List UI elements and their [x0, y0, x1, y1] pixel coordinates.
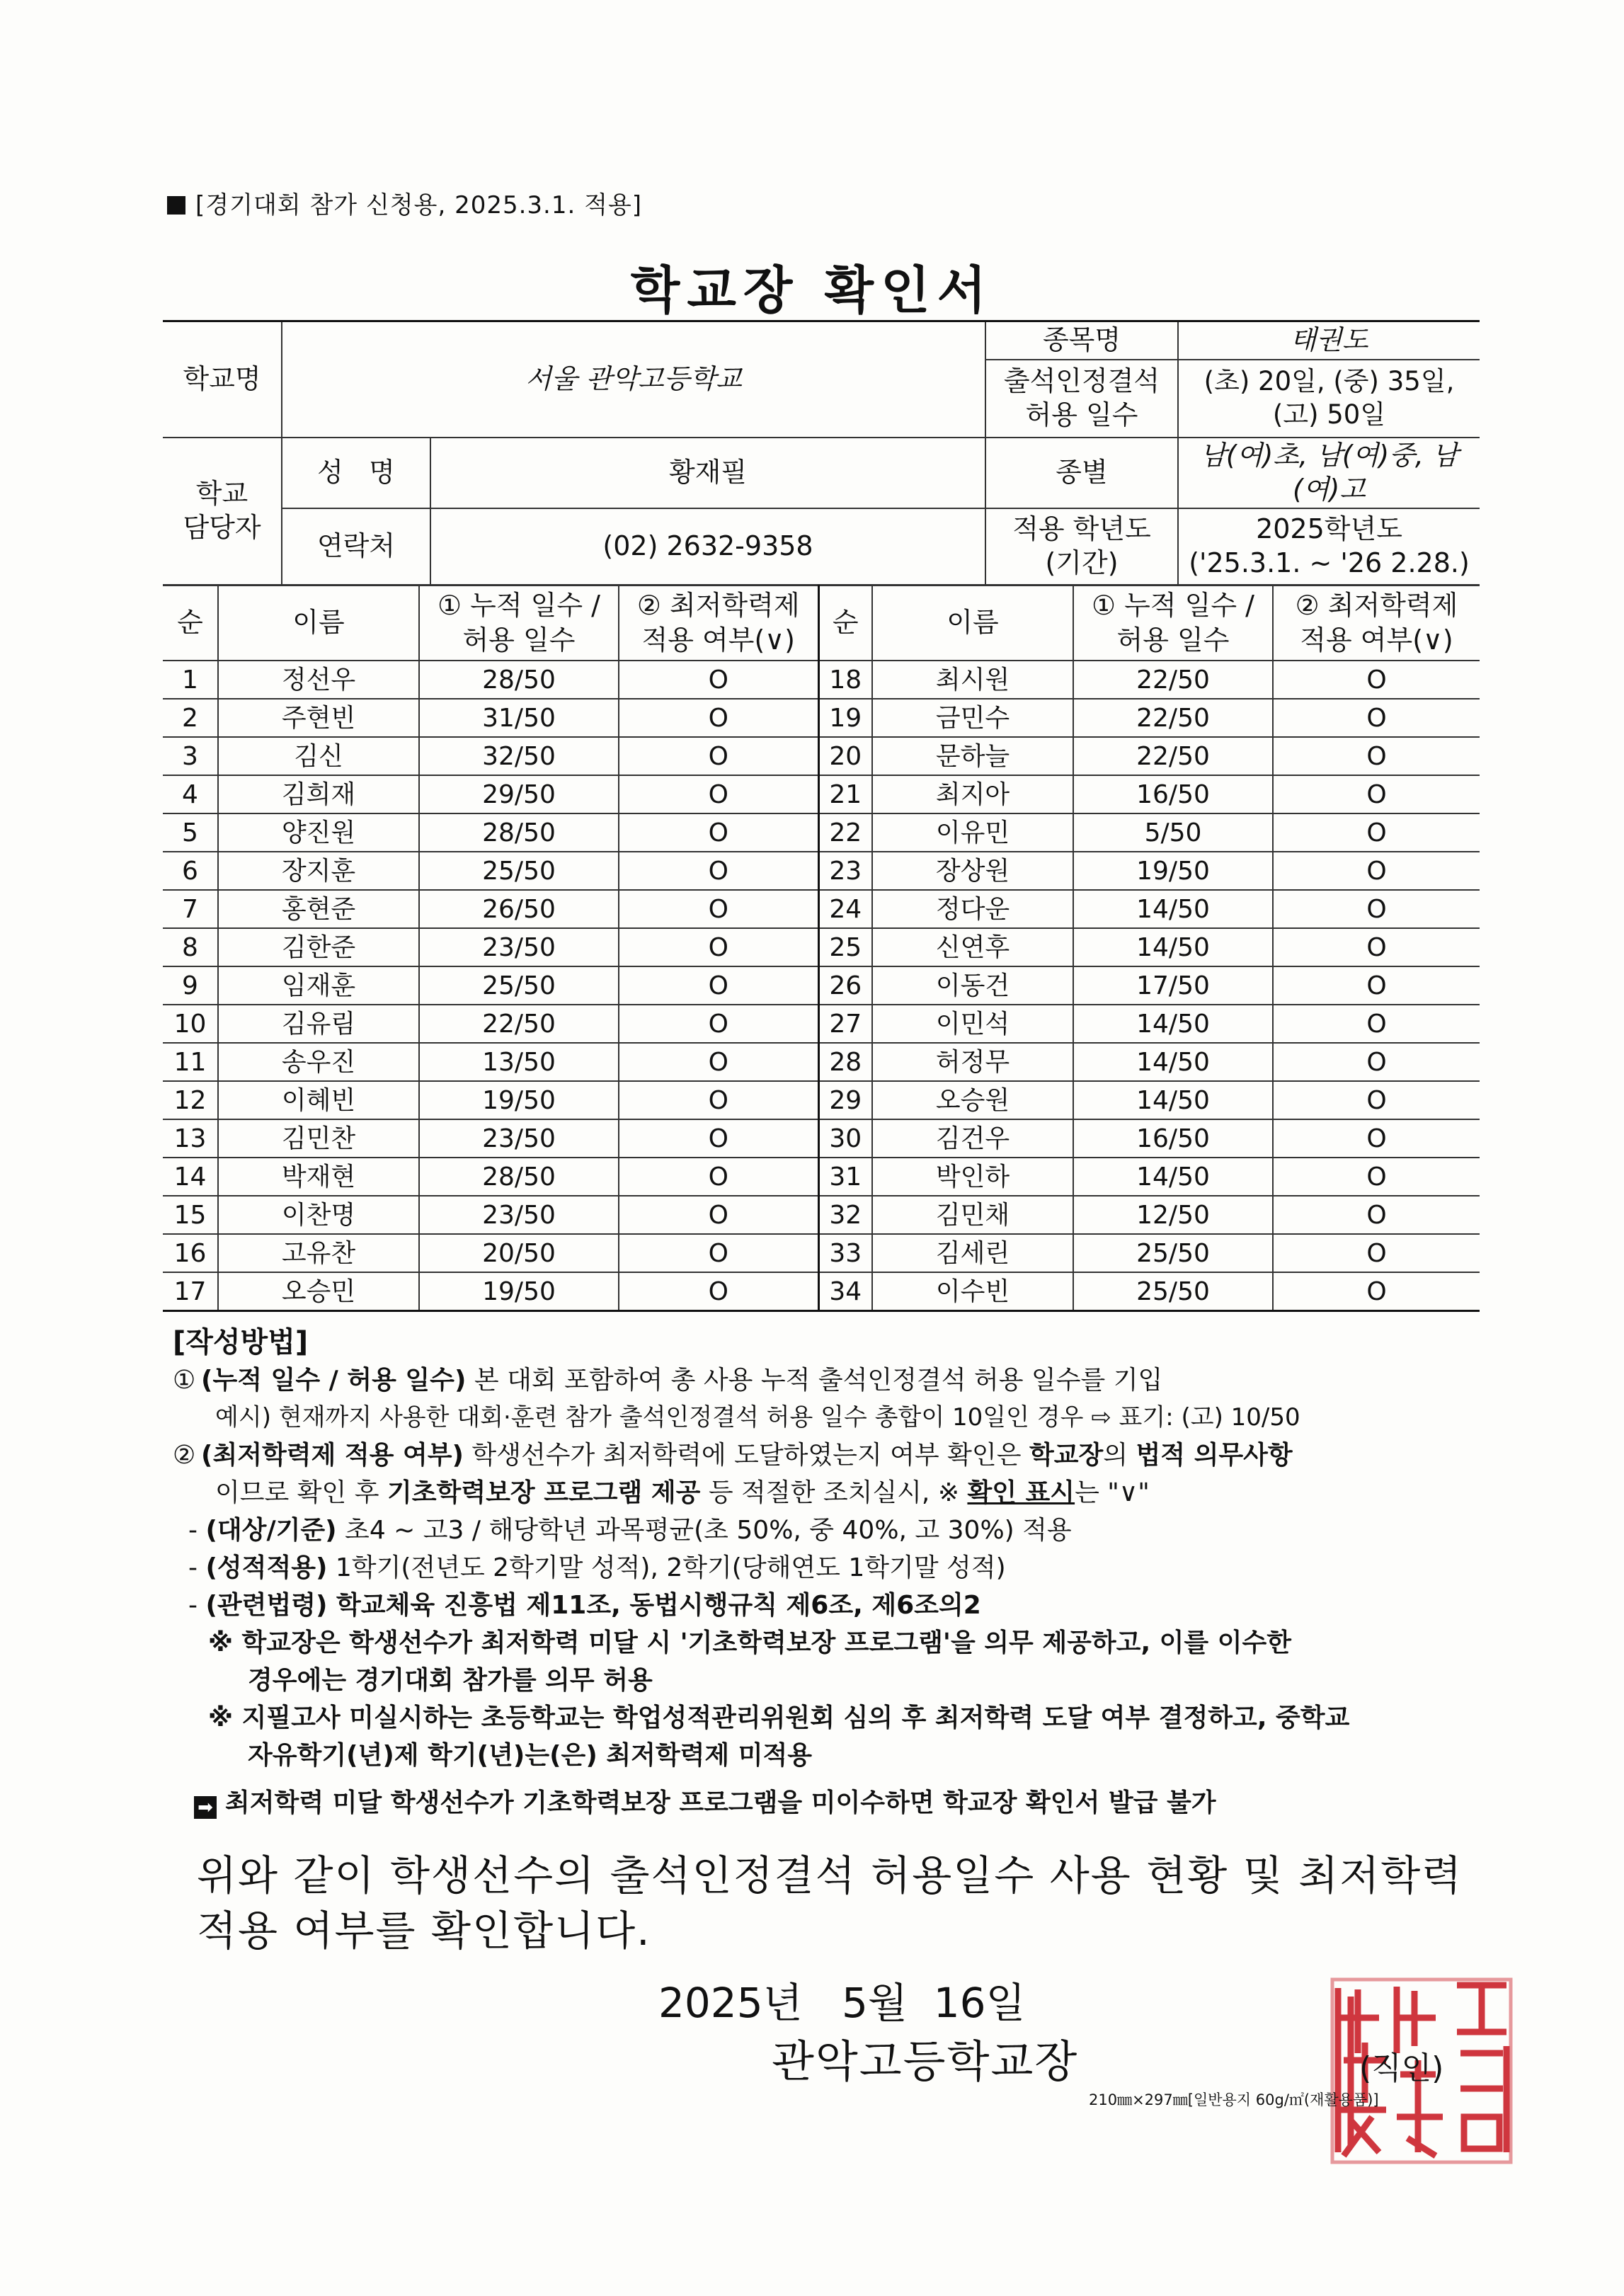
cell-mark: O: [1273, 1158, 1480, 1196]
cell-name: 이수빈: [872, 1272, 1073, 1311]
cell-days: 5/50: [1073, 813, 1273, 852]
absence-label: 출석인정결석 허용 일수: [985, 360, 1178, 438]
cell-mark: O: [619, 1158, 818, 1196]
table-row: [163, 1234, 1480, 1272]
info-table: [163, 320, 1480, 586]
cell-mark: O: [1273, 737, 1480, 775]
cell-days: 22/50: [1073, 737, 1273, 775]
cell-name: 장지훈: [218, 852, 419, 890]
header-col-no: 순: [163, 586, 218, 661]
cell-mark: O: [1273, 699, 1480, 737]
cell-no: 6: [163, 852, 218, 890]
cell-mark: O: [619, 1043, 818, 1081]
name-label: 성 명: [282, 438, 430, 508]
roster-header-row: [163, 586, 1480, 661]
cell-no: 28: [818, 1043, 872, 1081]
cell-mark: O: [619, 813, 818, 852]
cell-days: 14/50: [1073, 928, 1273, 966]
header-col-min: ② 최저학력제 적용 여부(∨): [619, 586, 818, 661]
cell-days: 14/50: [1073, 1158, 1273, 1196]
cell-name: 주현빈: [218, 699, 419, 737]
cell-no: 33: [818, 1234, 872, 1272]
cell-mark: O: [1273, 813, 1480, 852]
manager-label: 학교 담당자: [163, 438, 282, 585]
seal-label: (직인): [1359, 2050, 1444, 2086]
table-row: [163, 1119, 1480, 1158]
cell-no: 16: [163, 1234, 218, 1272]
cell-days: 32/50: [419, 737, 619, 775]
final-note: ➡ 최저학력 미달 학생선수가 기초학력보장 프로그램을 미이수하면 학교장 확인서 발급 불가: [173, 1784, 1482, 1822]
sport-value: 태권도: [1178, 321, 1480, 360]
cell-mark: O: [1273, 1196, 1480, 1234]
header-note-text: [경기대회 참가 신청용, 2025.3.1. 적용]: [195, 191, 643, 219]
cell-name: 문하늘: [872, 737, 1073, 775]
cell-name: 김민채: [872, 1196, 1073, 1234]
detail-3: - (관련법령) 학교체육 진흥법 제11조, 동법시행규칙 제6조, 제6조의2: [188, 1591, 981, 1620]
cell-days: 23/50: [419, 1119, 619, 1158]
absence-value: (초) 20일, (중) 35일, (고) 50일: [1178, 360, 1480, 438]
table-row: [163, 699, 1480, 737]
roster-table: [163, 585, 1480, 1312]
table-row: [163, 775, 1480, 813]
cell-mark: O: [1273, 1043, 1480, 1081]
sport-label: 종목명: [985, 321, 1178, 360]
remark-1: ※ 학교장은 학생선수가 최저학력 미달 시 '기초학력보장 프로그램'을 의무 제공하고, 이를 이수한 경우에는 경기대회 참가를 의무 허용: [208, 1628, 1292, 1695]
cell-days: 19/50: [1073, 852, 1273, 890]
cell-no: 14: [163, 1158, 218, 1196]
note-2: ② (최저학력제 적용 여부) 학생선수가 최저학력에 도달하였는지 여부 확인은 학교장의 법적 의무사항: [173, 1441, 1293, 1470]
header-col-days: ① 누적 일수 / 허용 일수: [419, 586, 619, 661]
school-label: 학교명: [163, 321, 282, 438]
cell-mark: O: [1273, 775, 1480, 813]
table-row: [163, 1005, 1480, 1043]
cell-mark: O: [619, 1272, 818, 1311]
arrow-right-icon: ➡: [194, 1796, 217, 1819]
cell-no: 21: [818, 775, 872, 813]
note-1: ① (누적 일수 / 허용 일수) 본 대회 포함하여 총 사용 누적 출석인정결석 허용 일수를 기입: [173, 1366, 1163, 1395]
cell-name: 이유민: [872, 813, 1073, 852]
year-label: 적용 학년도 (기간): [985, 508, 1178, 585]
cell-mark: O: [1273, 1081, 1480, 1119]
name-value: 황재필: [430, 438, 985, 508]
cell-mark: O: [619, 890, 818, 928]
table-row: [163, 813, 1480, 852]
header-col-name: 이름: [872, 586, 1073, 661]
cell-mark: O: [619, 1196, 818, 1234]
header-col-days: ① 누적 일수 / 허용 일수: [1073, 586, 1273, 661]
cell-mark: O: [1273, 661, 1480, 699]
page-title: 학교장 확인서: [630, 261, 994, 320]
cell-name: 신연후: [872, 928, 1073, 966]
cell-no: 2: [163, 699, 218, 737]
table-row: [163, 1043, 1480, 1081]
cell-no: 27: [818, 1005, 872, 1043]
cell-mark: O: [619, 928, 818, 966]
cell-days: 26/50: [419, 890, 619, 928]
cell-no: 7: [163, 890, 218, 928]
note-1-example: 예시) 현재까지 사용한 대회·훈련 참가 출석인정결석 허용 일수 총합이 10일인 경우 ⇨ 표기: (고) 10/50: [215, 1403, 1300, 1432]
header-note: [167, 185, 642, 220]
detail-2: - (성적적용) 1학기(전년도 2학기말 성적), 2학기(당해연도 1학기말 성적): [188, 1553, 1006, 1582]
cell-name: 김유림: [218, 1005, 419, 1043]
cell-days: 25/50: [419, 966, 619, 1005]
cell-days: 28/50: [419, 813, 619, 852]
cell-name: 최시원: [872, 661, 1073, 699]
cell-mark: O: [619, 661, 818, 699]
cell-mark: O: [619, 1005, 818, 1043]
cell-name: 이혜빈: [218, 1081, 419, 1119]
gender-value: 남(여)초, 남(여)중, 남(여)고: [1178, 438, 1480, 508]
cell-mark: O: [1273, 1272, 1480, 1311]
cell-name: 최지아: [872, 775, 1073, 813]
table-row: [163, 1158, 1480, 1196]
cell-name: 김민찬: [218, 1119, 419, 1158]
note-2-line2: 이므로 확인 후 기초학력보장 프로그램 제공 등 적절한 조치실시, ※ 확인 표시는 "∨": [215, 1478, 1150, 1507]
cell-name: 허정무: [872, 1043, 1073, 1081]
cell-days: 22/50: [1073, 661, 1273, 699]
cell-mark: O: [619, 852, 818, 890]
confirmation-text: 위와 같이 학생선수의 출석인정결석 허용일수 사용 현황 및 최저학력 적용 여부를 확인합니다.: [197, 1851, 1463, 1955]
cell-days: 17/50: [1073, 966, 1273, 1005]
cell-mark: O: [619, 775, 818, 813]
cell-mark: O: [619, 1234, 818, 1272]
cell-name: 이찬명: [218, 1196, 419, 1234]
table-row: [163, 928, 1480, 966]
cell-days: 14/50: [1073, 890, 1273, 928]
cell-name: 임재훈: [218, 966, 419, 1005]
table-row: [163, 966, 1480, 1005]
cell-no: 9: [163, 966, 218, 1005]
remark-2: ※ 지필고사 미실시하는 초등학교는 학업성적관리위원회 심의 후 최저학력 도달 여부 결정하고, 중학교 자유학기(년)제 학기(년)는(은) 최저학력제 미적용: [208, 1703, 1350, 1770]
square-bullet-icon: [167, 196, 185, 215]
cell-name: 박재현: [218, 1158, 419, 1196]
cell-no: 32: [818, 1196, 872, 1234]
cell-days: 23/50: [419, 1196, 619, 1234]
cell-mark: O: [1273, 1005, 1480, 1043]
cell-days: 16/50: [1073, 1119, 1273, 1158]
cell-days: 20/50: [419, 1234, 619, 1272]
table-row: [163, 890, 1480, 928]
cell-name: 정다운: [872, 890, 1073, 928]
cell-no: 15: [163, 1196, 218, 1234]
school-head: 관악고등학교장: [772, 2035, 1079, 2087]
cell-days: 19/50: [419, 1272, 619, 1311]
cell-no: 30: [818, 1119, 872, 1158]
cell-name: 이동건: [872, 966, 1073, 1005]
cell-no: 34: [818, 1272, 872, 1311]
gender-label: 종별: [985, 438, 1178, 508]
cell-days: 19/50: [419, 1081, 619, 1119]
instructions: [173, 1324, 1482, 1822]
instructions-heading: [작성방법]: [173, 1326, 309, 1359]
cell-no: 29: [818, 1081, 872, 1119]
cell-name: 정선우: [218, 661, 419, 699]
cell-no: 25: [818, 928, 872, 966]
contact-label: 연락처: [282, 508, 430, 585]
cell-no: 10: [163, 1005, 218, 1043]
cell-no: 24: [818, 890, 872, 928]
cell-mark: O: [619, 966, 818, 1005]
cell-days: 28/50: [419, 661, 619, 699]
cell-no: 20: [818, 737, 872, 775]
cell-name: 송우진: [218, 1043, 419, 1081]
issue-date: 2025년 5월 16일: [658, 1979, 1026, 2027]
cell-mark: O: [1273, 890, 1480, 928]
cell-no: 18: [818, 661, 872, 699]
cell-name: 고유찬: [218, 1234, 419, 1272]
cell-name: 김건우: [872, 1119, 1073, 1158]
school-value: 서울 관악고등학교: [282, 321, 985, 438]
cell-days: 23/50: [419, 928, 619, 966]
cell-days: 14/50: [1073, 1005, 1273, 1043]
cell-no: 31: [818, 1158, 872, 1196]
cell-mark: O: [619, 699, 818, 737]
cell-name: 김세린: [872, 1234, 1073, 1272]
cell-name: 이민석: [872, 1005, 1073, 1043]
table-row: [163, 661, 1480, 699]
cell-no: 4: [163, 775, 218, 813]
cell-days: 25/50: [1073, 1234, 1273, 1272]
cell-no: 5: [163, 813, 218, 852]
cell-no: 19: [818, 699, 872, 737]
cell-name: 오승민: [218, 1272, 419, 1311]
cell-days: 14/50: [1073, 1043, 1273, 1081]
cell-days: 31/50: [419, 699, 619, 737]
contact-value: (02) 2632-9358: [430, 508, 985, 585]
cell-no: 26: [818, 966, 872, 1005]
cell-days: 12/50: [1073, 1196, 1273, 1234]
cell-days: 29/50: [419, 775, 619, 813]
cell-days: 25/50: [419, 852, 619, 890]
table-row: [163, 1272, 1480, 1311]
header-col-no: 순: [818, 586, 872, 661]
cell-name: 김신: [218, 737, 419, 775]
detail-1: - (대상/기준) 초4 ~ 고3 / 해당학년 과목평균(초 50%, 중 40%, 고 30%) 적용: [188, 1516, 1072, 1545]
cell-days: 13/50: [419, 1043, 619, 1081]
cell-no: 8: [163, 928, 218, 966]
cell-mark: O: [619, 737, 818, 775]
cell-no: 1: [163, 661, 218, 699]
cell-no: 12: [163, 1081, 218, 1119]
cell-days: 28/50: [419, 1158, 619, 1196]
cell-no: 17: [163, 1272, 218, 1311]
cell-no: 11: [163, 1043, 218, 1081]
cell-name: 오승원: [872, 1081, 1073, 1119]
cell-name: 양진원: [218, 813, 419, 852]
table-row: [163, 852, 1480, 890]
header-col-name: 이름: [218, 586, 419, 661]
cell-mark: O: [1273, 966, 1480, 1005]
cell-name: 박인하: [872, 1158, 1073, 1196]
cell-name: 금민수: [872, 699, 1073, 737]
cell-mark: O: [1273, 1234, 1480, 1272]
paper-spec-footnote: 210㎜×297㎜[일반용지 60g/㎡(재활용품)]: [1089, 2091, 1379, 2108]
cell-mark: O: [619, 1119, 818, 1158]
year-value: 2025학년도 ('25.3.1. ~ '26 2.28.): [1178, 508, 1480, 585]
cell-days: 25/50: [1073, 1272, 1273, 1311]
cell-no: 3: [163, 737, 218, 775]
cell-name: 김희재: [218, 775, 419, 813]
header-col-min: ② 최저학력제 적용 여부(∨): [1273, 586, 1480, 661]
cell-days: 22/50: [419, 1005, 619, 1043]
table-row: [163, 1196, 1480, 1234]
cell-days: 22/50: [1073, 699, 1273, 737]
cell-days: 16/50: [1073, 775, 1273, 813]
cell-mark: O: [1273, 928, 1480, 966]
cell-name: 홍현준: [218, 890, 419, 928]
cell-name: 김한준: [218, 928, 419, 966]
table-row: [163, 737, 1480, 775]
table-row: [163, 1081, 1480, 1119]
cell-no: 23: [818, 852, 872, 890]
cell-name: 장상원: [872, 852, 1073, 890]
cell-mark: O: [619, 1081, 818, 1119]
cell-mark: O: [1273, 852, 1480, 890]
cell-no: 22: [818, 813, 872, 852]
cell-days: 14/50: [1073, 1081, 1273, 1119]
cell-no: 13: [163, 1119, 218, 1158]
cell-mark: O: [1273, 1119, 1480, 1158]
